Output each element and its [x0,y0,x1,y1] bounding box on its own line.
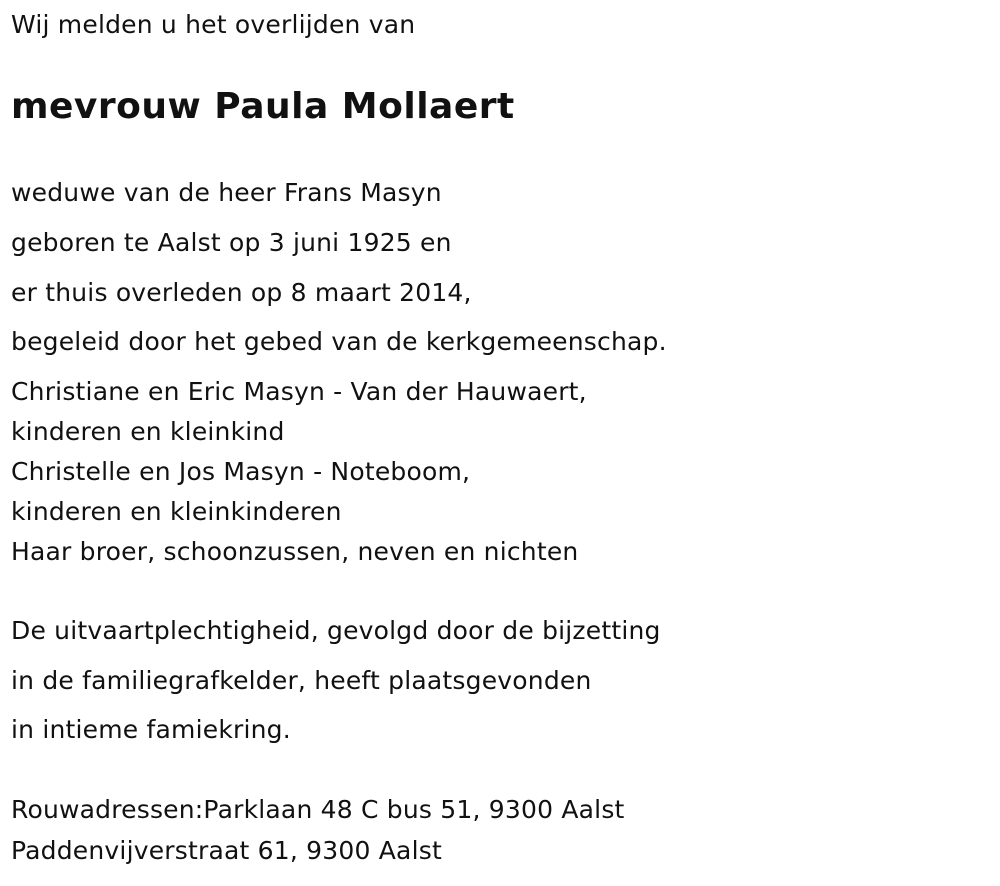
ceremony-line: in de familiegrafkelder, heeft plaatsgevonden [11,666,592,695]
address-line: Paddenvijverstraat 61, 9300 Aalst [11,836,442,865]
family-line: Haar broer, schoonzussen, neven en nichten [11,537,579,566]
family-line: kinderen en kleinkinderen [11,497,342,526]
ceremony-line: De uitvaartplechtigheid, gevolgd door de bijzetting [11,616,661,645]
family-line: Christelle en Jos Masyn - Noteboom, [11,457,471,486]
intro-text: Wij melden u het overlijden van [11,10,416,39]
family-line: Christiane en Eric Masyn - Van der Hauwaert, [11,377,587,406]
detail-line: weduwe van de heer Frans Masyn [11,178,442,207]
detail-line: er thuis overleden op 8 maart 2014, [11,278,472,307]
family-line: kinderen en kleinkind [11,417,285,446]
ceremony-line: in intieme famiekring. [11,715,291,744]
deceased-name: mevrouw Paula Mollaert [11,86,515,127]
address-line: Rouwadressen:Parklaan 48 C bus 51, 9300 Aalst [11,795,625,824]
detail-line: begeleid door het gebed van de kerkgemeenschap. [11,327,667,356]
detail-line: geboren te Aalst op 3 juni 1925 en [11,228,452,257]
